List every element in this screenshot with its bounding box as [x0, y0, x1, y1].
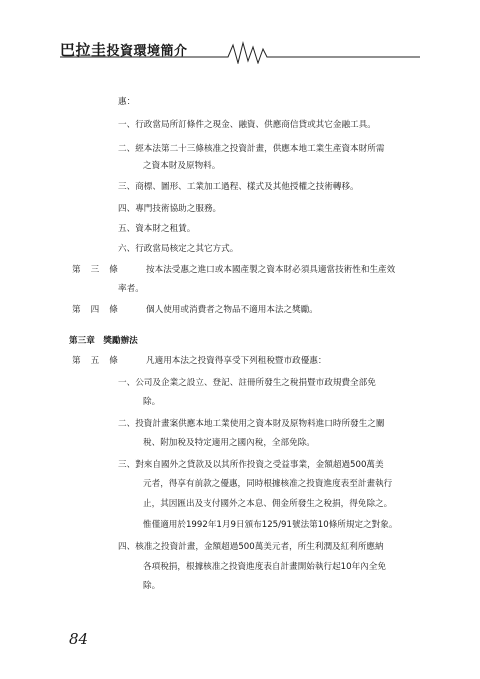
- article-label-part: 五: [90, 356, 100, 366]
- list-item: 六、行政當局核定之其它方式。: [118, 244, 239, 254]
- article-label-part: 條: [109, 305, 118, 315]
- article-text: 個人使用或消費者之物品不適用本法之獎勵。: [146, 305, 318, 315]
- list-item-continuation: 除。: [143, 397, 161, 407]
- list-item: 五、資本財之租賃。: [118, 224, 196, 234]
- list-item: 三、商標、圖形、工業加工過程、樣式及其他授權之技術轉移。: [118, 182, 359, 192]
- list-item: 四、核准之投資計畫，金額超過500萬美元者，所生利潤及紅利所應納: [118, 542, 384, 552]
- chapter-heading: 第三章 獎勵辦法: [69, 336, 138, 346]
- article-text: 按本法受惠之進口或本國產製之資本財必須具適當技術性和生產效: [146, 265, 396, 275]
- article-text: 凡適用本法之投資得享受下列租稅暨市政優惠：: [146, 356, 327, 366]
- article-label: [72, 304, 118, 316]
- header-title-main: 巴拉圭: [60, 41, 107, 59]
- list-item-continuation: 止，其因匯出及支付國外之本息、佣金所發生之稅捐，得免除之。: [143, 499, 393, 509]
- list-item: 一、公司及企業之設立、登記、註冊所發生之稅捐暨市政規費全部免: [118, 378, 376, 388]
- list-item-continuation: 稅、附加稅及特定適用之國內稅，全部免除。: [143, 438, 315, 448]
- list-item: 二、投資計畫案供應本地工業使用之資本財及原物料進口時所發生之關: [118, 419, 385, 429]
- article-text-continuation: 率者。: [118, 284, 144, 294]
- article-label-part: 條: [109, 356, 118, 366]
- list-item-continuation: 除。: [143, 581, 161, 591]
- list-item: 三、對來自國外之貸款及以其所作投資之受益事業，金額超過500萬美: [118, 460, 384, 470]
- list-item-continuation: 各項稅捐，根據核准之投資進度表自計畫開始執行起10年內全免: [143, 562, 386, 572]
- list-item: 一、行政當局所訂條件之現金、融資、供應商信貸或其它金融工具。: [118, 120, 376, 130]
- page-number: 84: [69, 630, 89, 648]
- article-label-part: 第: [72, 356, 81, 366]
- list-item-continuation: 惟僅適用於1992年1月9日頒布125/91號法第10條所規定之對象。: [143, 520, 398, 530]
- header-title-sub: 投資環境簡介: [106, 44, 188, 59]
- article-label-part: 四: [90, 305, 100, 315]
- article-label: [72, 264, 118, 276]
- article-label-part: 第: [72, 305, 81, 315]
- article-label-part: 第: [72, 265, 81, 275]
- list-item-continuation: 之資本財及原物料。: [143, 161, 221, 171]
- article-label-part: 條: [109, 265, 118, 275]
- list-item: 四、專門技術協助之服務。: [118, 204, 222, 214]
- list-item: 二、經本法第二十三條核准之投資計畫，供應本地工業生產資本財所需: [118, 144, 385, 154]
- article-label-part: 三: [90, 265, 100, 275]
- article-label: [72, 355, 118, 367]
- text-line: 惠：: [118, 97, 136, 107]
- list-item-continuation: 元者，得享有前款之優惠，同時根據核准之投資進度表至計畫執行: [143, 479, 393, 489]
